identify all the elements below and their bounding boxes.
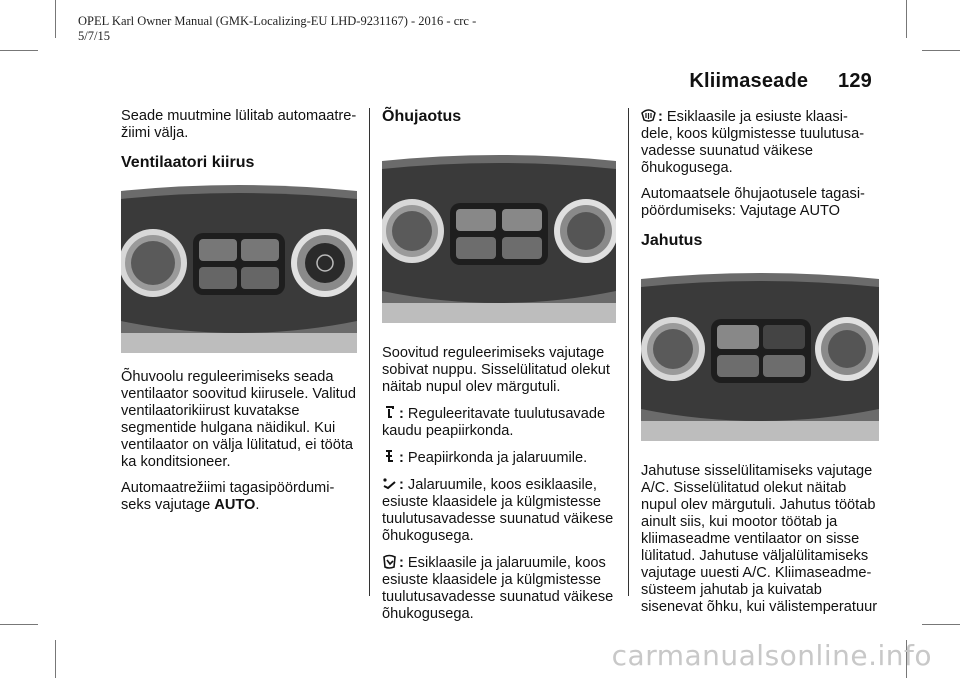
paragraph [121, 480, 357, 514]
air-mode-item [382, 554, 616, 623]
air-mode-item [382, 405, 616, 440]
text-run: Automaatrežiimi tagasipöördumi-seks vajutage [121, 480, 335, 513]
crop-mark [0, 50, 38, 51]
climate-panel-photo [121, 183, 357, 353]
crop-mark [906, 0, 907, 38]
column-divider [628, 108, 629, 596]
paragraph: Seade muutmine lülitab automaatre-žiimi välja. [121, 108, 357, 141]
column-divider [369, 108, 370, 596]
air-mode-item [382, 476, 616, 545]
air-mode-item [641, 108, 879, 177]
column-1 [121, 108, 357, 523]
separator: : [399, 406, 404, 422]
document-meta [78, 14, 476, 44]
item-text: Esiklaasile ja jalaruumile, koos esiuste klaasidele ja külgmistesse tuulutusavadesse suunatud väikese õhukogusega. [382, 555, 614, 622]
text-run: . [255, 497, 260, 513]
column-2 [382, 108, 616, 632]
crop-mark [922, 50, 960, 51]
heading-fan-speed: Ventilaatori kiirus [121, 154, 255, 171]
paragraph: Jahutuse sisselülitamiseks vajutage A/C. Sisselülitatud olekut näitab nupul olev märgutuli. Jahutus töötab ainult siis, kui mootor töötab ja kliimaseadme ventilaator on sisse lülitatud. Jahutuse väljalülitamiseks vajutage uuesti A/C. Kliimaseadme-süsteem jahutab ja kuivatab sisenevat õhku, kui välistemperatuur [641, 463, 878, 615]
running-head [689, 70, 872, 93]
column-3 [641, 108, 879, 625]
crop-mark [55, 640, 56, 678]
vent-mode-icon [382, 405, 397, 420]
crop-mark [55, 0, 56, 38]
item-text: Jalaruumile, koos esiklaasile, esiuste klaasidele ja külgmistesse tuulutusavadesse suunatud väikese õhukogusega. [382, 477, 614, 544]
meta-line: OPEL Karl Owner Manual (GMK-Localizing-EU LHD-9231167) - 2016 - crc - [78, 14, 477, 28]
air-mode-item [382, 449, 616, 467]
defog-floor-mode-icon [382, 554, 397, 569]
separator: : [658, 109, 663, 125]
paragraph: Soovitud reguleerimiseks vajutage sobivat nuppu. Sisselülitatud olekut näitab nupul olev märgutuli. [382, 345, 610, 395]
climate-panel-photo [382, 153, 616, 323]
separator: : [399, 555, 404, 571]
paragraph: Automaatsele õhujaotusele tagasi-pöördumiseks: Vajutage AUTO [641, 186, 865, 219]
paragraph: Õhuvoolu reguleerimiseks seada ventilaator soovitud kiirusele. Valitud ventilaatorikiirust kuvatakse segmentide hulgana näidikul. Kui ventilaator on välja lülitatud, ei tööta ka konditsioneer. [121, 369, 356, 470]
section-title: Kliimaseade [689, 70, 809, 92]
heading-cooling: Jahutus [641, 232, 703, 249]
floor-mode-icon [382, 476, 397, 491]
climate-panel-photo [641, 271, 879, 441]
meta-line: 5/7/15 [78, 29, 110, 43]
watermark: carmanualsonline.info [611, 639, 932, 672]
separator: : [399, 450, 404, 466]
crop-mark [0, 624, 38, 625]
item-text: Peapiirkonda ja jalaruumile. [403, 450, 588, 466]
item-text: Esiklaasile ja esiuste klaasi-dele, koos külgmistesse tuulutusa-vadesse suunatud väikese õhukogusega. [641, 109, 865, 176]
page-number: 129 [838, 70, 872, 92]
auto-label: AUTO [214, 497, 256, 513]
defrost-icon [641, 108, 656, 123]
bi-level-mode-icon [382, 449, 397, 464]
crop-mark [922, 624, 960, 625]
heading-air-distribution: Õhujaotus [382, 108, 462, 125]
item-text: Reguleeritavate tuulutusavade kaudu peapiirkonda. [382, 406, 606, 439]
separator: : [399, 477, 404, 493]
